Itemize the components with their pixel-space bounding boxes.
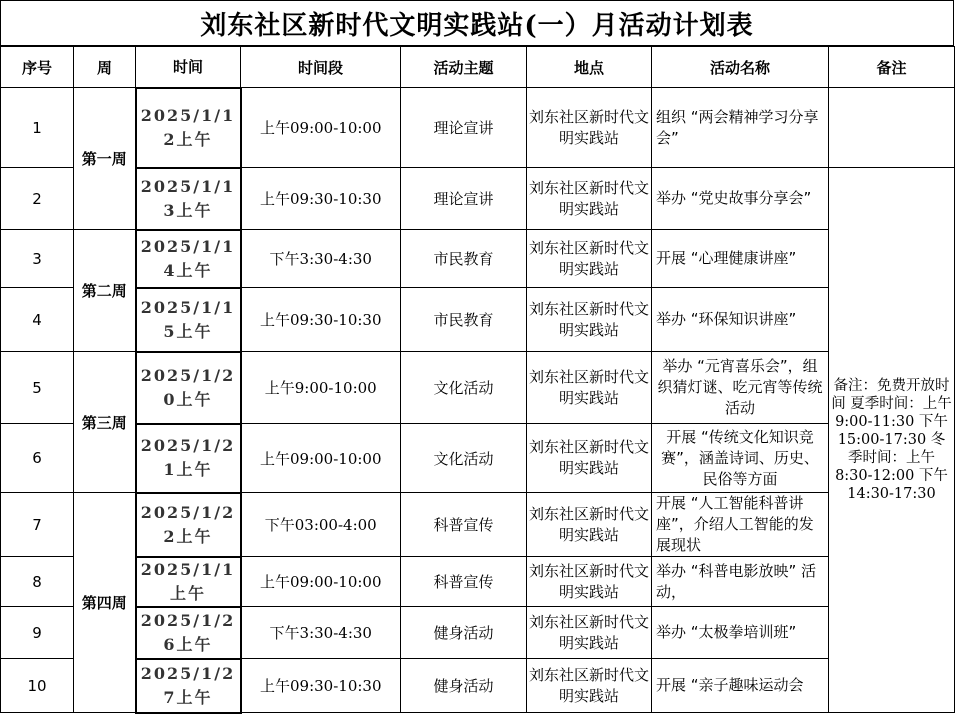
row-period: 上午9:00-10:00 [241,352,401,424]
sheet-title: 刘东社区新时代文明实践站(一）月活动计划表 [0,0,954,46]
header-location: 地点 [527,47,652,88]
row-no: 4 [1,288,74,352]
row-location: 刘东社区新时代文明实践站 [527,88,652,168]
row-date: 2025/1/13上午 [136,168,241,230]
row-period: 下午03:00-4:00 [241,493,401,557]
table-row [1,88,955,168]
row-location: 刘东社区新时代文明实践站 [527,230,652,288]
table-row [1,607,955,659]
row-period: 下午3:30-4:30 [241,607,401,659]
row-activity-name: 举办 “元宵喜乐会”，组织猜灯谜、吃元宵等传统活动 [652,352,829,424]
row-activity-name: 组织 “两会精神学习分享会” [652,88,829,168]
table-row [1,424,955,493]
table-row [1,288,955,352]
row-period: 上午09:30-10:30 [241,288,401,352]
row-location: 刘东社区新时代文明实践站 [527,424,652,493]
row-theme: 文化活动 [401,352,527,424]
table-row [1,493,955,557]
week-1: 第一周 [74,88,136,230]
row-theme: 健身活动 [401,607,527,659]
row-date: 2025/1/14上午 [136,230,241,288]
table-row [1,659,955,713]
row-no: 1 [1,88,74,168]
row-activity-name: 开展 “心理健康讲座” [652,230,829,288]
row-location: 刘东社区新时代文明实践站 [527,168,652,230]
header-date: 时间 [136,47,241,88]
row-period: 上午09:30-10:30 [241,168,401,230]
row-no: 9 [1,607,74,659]
row-no: 8 [1,557,74,607]
table-row [1,352,955,424]
header-no: 序号 [1,47,74,88]
row-location: 刘东社区新时代文明实践站 [527,352,652,424]
header-period: 时间段 [241,47,401,88]
row-period: 上午09:00-10:00 [241,88,401,168]
row-date: 2025/1/27上午 [136,659,241,713]
remark-empty-cell [829,88,955,168]
row-no: 2 [1,168,74,230]
header-row [1,47,955,88]
row-period: 下午3:30-4:30 [241,230,401,288]
activity-table [0,46,955,714]
row-date: 2025/1/12上午 [136,88,241,168]
row-location: 刘东社区新时代文明实践站 [527,557,652,607]
header-week: 周 [74,47,136,88]
header-activity-name: 活动名称 [652,47,829,88]
row-date: 2025/1/21上午 [136,424,241,493]
row-location: 刘东社区新时代文明实践站 [527,659,652,713]
row-no: 3 [1,230,74,288]
row-theme: 理论宣讲 [401,168,527,230]
remark-cell: 备注：免费开放时间 夏季时间：上午9:00-11:30 下午15:00-17:30 冬季时间：上午8:30-12:00 下午14:30-17:30 [829,168,955,713]
row-location: 刘东社区新时代文明实践站 [527,493,652,557]
header-remark: 备注 [829,47,955,88]
row-activity-name: 开展 “亲子趣味运动会 [652,659,829,713]
row-location: 刘东社区新时代文明实践站 [527,288,652,352]
table-row [1,168,955,230]
row-theme: 文化活动 [401,424,527,493]
row-date: 2025/1/26上午 [136,607,241,659]
row-no: 6 [1,424,74,493]
row-date: 2025/1/22上午 [136,493,241,557]
week-4: 第四周 [74,493,136,713]
row-activity-name: 开展 “传统文化知识竞赛”，涵盖诗词、历史、民俗等方面 [652,424,829,493]
header-theme: 活动主题 [401,47,527,88]
row-activity-name: 开展 “人工智能科普讲座”，介绍人工智能的发展现状 [652,493,829,557]
row-theme: 科普宣传 [401,557,527,607]
row-no: 5 [1,352,74,424]
row-date: 2025/1/15上午 [136,288,241,352]
row-theme: 理论宣讲 [401,88,527,168]
row-activity-name: 举办 “党史故事分享会” [652,168,829,230]
row-activity-name: 举办 “太极拳培训班” [652,607,829,659]
row-activity-name: 举办 “环保知识讲座” [652,288,829,352]
table-row [1,557,955,607]
row-date: 2025/1/1上午 [136,557,241,607]
row-theme: 健身活动 [401,659,527,713]
row-activity-name: 举办 “科普电影放映” 活动， [652,557,829,607]
row-theme: 科普宣传 [401,493,527,557]
week-3: 第三周 [74,352,136,493]
week-2: 第二周 [74,230,136,352]
table-row [1,230,955,288]
row-no: 7 [1,493,74,557]
row-no: 10 [1,659,74,713]
row-period: 上午09:00-10:00 [241,557,401,607]
row-theme: 市民教育 [401,230,527,288]
row-period: 上午09:30-10:30 [241,659,401,713]
row-period: 上午09:00-10:00 [241,424,401,493]
row-location: 刘东社区新时代文明实践站 [527,607,652,659]
row-date: 2025/1/20上午 [136,352,241,424]
row-theme: 市民教育 [401,288,527,352]
